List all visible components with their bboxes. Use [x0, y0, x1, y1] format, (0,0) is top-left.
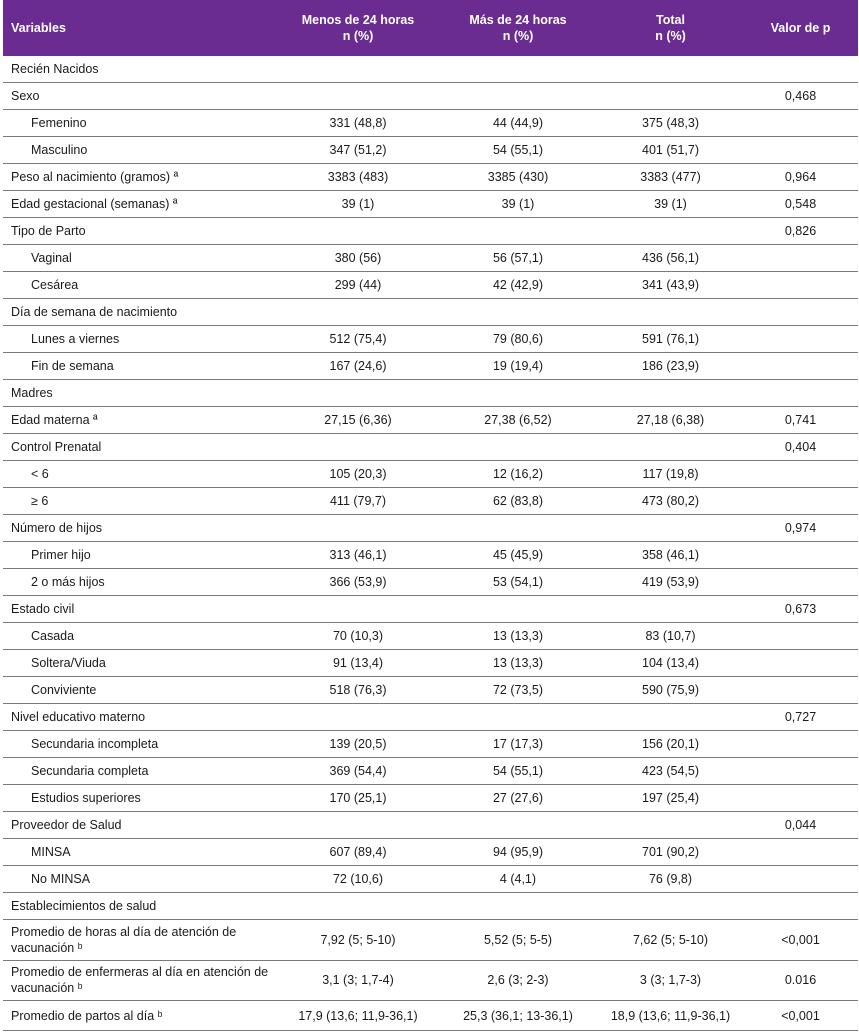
- cell-less-24h: 411 (79,7): [278, 488, 438, 515]
- row-label: Edad materna ª: [3, 407, 278, 434]
- row-label: Edad gestacional (semanas) ª: [3, 191, 278, 218]
- table-row: [3, 407, 858, 434]
- cell-more-24h: 56 (57,1): [438, 245, 598, 272]
- cell-more-24h: [438, 893, 598, 920]
- table-row: [3, 380, 858, 407]
- table-row: [3, 434, 858, 461]
- cell-less-24h: 72 (10,6): [278, 866, 438, 893]
- cell-less-24h: 347 (51,2): [278, 137, 438, 164]
- table-row: [3, 272, 858, 299]
- cell-total: [598, 218, 743, 245]
- table-row: [3, 1001, 858, 1031]
- header-row: [3, 0, 858, 56]
- cell-more-24h: 39 (1): [438, 191, 598, 218]
- table-row: [3, 488, 858, 515]
- cell-less-24h: [278, 812, 438, 839]
- cell-total: [598, 56, 743, 83]
- table-row: [3, 191, 858, 218]
- cell-less-24h: 299 (44): [278, 272, 438, 299]
- table-row: [3, 785, 858, 812]
- cell-more-24h: 54 (55,1): [438, 758, 598, 785]
- cell-pvalue: [743, 353, 858, 380]
- cell-total: 186 (23,9): [598, 353, 743, 380]
- table-row: [3, 326, 858, 353]
- cell-less-24h: 7,92 (5; 5-10): [278, 920, 438, 961]
- cell-total: [598, 812, 743, 839]
- header-less-24h: [278, 0, 438, 56]
- cell-pvalue: [743, 785, 858, 812]
- table-row: [3, 812, 858, 839]
- cell-less-24h: [278, 56, 438, 83]
- row-label: Promedio de partos al día ᵇ: [3, 1001, 278, 1031]
- row-label: Soltera/Viuda: [3, 650, 278, 677]
- cell-pvalue: 0,404: [743, 434, 858, 461]
- row-label: Masculino: [3, 137, 278, 164]
- cell-less-24h: 70 (10,3): [278, 623, 438, 650]
- cell-pvalue: [743, 299, 858, 326]
- cell-total: 83 (10,7): [598, 623, 743, 650]
- table-row: [3, 569, 858, 596]
- table-row: [3, 677, 858, 704]
- cell-total: 104 (13,4): [598, 650, 743, 677]
- table-row: [3, 960, 858, 1001]
- table-row: [3, 137, 858, 164]
- table-row: [3, 353, 858, 380]
- cell-less-24h: 366 (53,9): [278, 569, 438, 596]
- table-row: [3, 218, 858, 245]
- cell-more-24h: 72 (73,5): [438, 677, 598, 704]
- row-label: Secundaria completa: [3, 758, 278, 785]
- cell-more-24h: 13 (13,3): [438, 623, 598, 650]
- cell-pvalue: 0,044: [743, 812, 858, 839]
- table-row: [3, 839, 858, 866]
- cell-more-24h: 4 (4,1): [438, 866, 598, 893]
- row-label: MINSA: [3, 839, 278, 866]
- cell-more-24h: 13 (13,3): [438, 650, 598, 677]
- row-label: Estado civil: [3, 596, 278, 623]
- table-row: [3, 245, 858, 272]
- cell-pvalue: [743, 488, 858, 515]
- table-row: [3, 704, 858, 731]
- cell-total: [598, 434, 743, 461]
- row-label: ≥ 6: [3, 488, 278, 515]
- table-row: [3, 650, 858, 677]
- cell-total: 76 (9,8): [598, 866, 743, 893]
- cell-pvalue: 0,673: [743, 596, 858, 623]
- row-label: Sexo: [3, 83, 278, 110]
- header-less-24h-unit: n (%): [342, 29, 374, 43]
- cell-more-24h: 79 (80,6): [438, 326, 598, 353]
- row-label: Femenino: [3, 110, 278, 137]
- cell-total: 358 (46,1): [598, 542, 743, 569]
- cell-total: 375 (48,3): [598, 110, 743, 137]
- cell-less-24h: [278, 434, 438, 461]
- table-row: [3, 56, 858, 83]
- cell-more-24h: 17 (17,3): [438, 731, 598, 758]
- header-total-title: Total: [656, 13, 685, 27]
- cell-more-24h: 42 (42,9): [438, 272, 598, 299]
- cell-less-24h: 170 (25,1): [278, 785, 438, 812]
- cell-less-24h: [278, 704, 438, 731]
- cell-pvalue: 0,974: [743, 515, 858, 542]
- header-more-24h: [438, 0, 598, 56]
- cell-pvalue: [743, 731, 858, 758]
- row-label: Tipo de Parto: [3, 218, 278, 245]
- row-label: Número de hijos: [3, 515, 278, 542]
- cell-less-24h: [278, 515, 438, 542]
- row-label: Fin de semana: [3, 353, 278, 380]
- cell-less-24h: 331 (48,8): [278, 110, 438, 137]
- cell-total: 473 (80,2): [598, 488, 743, 515]
- row-label: Recién Nacidos: [3, 56, 278, 83]
- cell-more-24h: 19 (19,4): [438, 353, 598, 380]
- row-label: Primer hijo: [3, 542, 278, 569]
- cell-more-24h: 53 (54,1): [438, 569, 598, 596]
- table-row: [3, 866, 858, 893]
- cell-pvalue: [743, 272, 858, 299]
- cell-total: 701 (90,2): [598, 839, 743, 866]
- cell-less-24h: 39 (1): [278, 191, 438, 218]
- cell-pvalue: [743, 650, 858, 677]
- cell-pvalue: [743, 677, 858, 704]
- cell-pvalue: [743, 56, 858, 83]
- table-row: [3, 731, 858, 758]
- cell-more-24h: [438, 380, 598, 407]
- row-label: < 6: [3, 461, 278, 488]
- cell-pvalue: 0.016: [743, 960, 858, 1001]
- cell-total: 590 (75,9): [598, 677, 743, 704]
- cell-less-24h: 17,9 (13,6; 11,9-36,1): [278, 1001, 438, 1031]
- cell-more-24h: 12 (16,2): [438, 461, 598, 488]
- header-less-24h-title: Menos de 24 horas: [301, 13, 415, 27]
- cell-more-24h: [438, 218, 598, 245]
- row-label: Conviviente: [3, 677, 278, 704]
- table-row: [3, 596, 858, 623]
- table-row: [3, 461, 858, 488]
- cell-less-24h: [278, 893, 438, 920]
- cell-pvalue: [743, 569, 858, 596]
- row-label: Control Prenatal: [3, 434, 278, 461]
- cell-more-24h: 45 (45,9): [438, 542, 598, 569]
- cell-pvalue: 0,548: [743, 191, 858, 218]
- cell-more-24h: 94 (95,9): [438, 839, 598, 866]
- cell-less-24h: 3,1 (3; 1,7-4): [278, 960, 438, 1001]
- cell-more-24h: 2,6 (3; 2-3): [438, 960, 598, 1001]
- cell-more-24h: [438, 596, 598, 623]
- cell-pvalue: 0,964: [743, 164, 858, 191]
- table-row: [3, 623, 858, 650]
- row-label: No MINSA: [3, 866, 278, 893]
- cell-less-24h: 27,15 (6,36): [278, 407, 438, 434]
- row-label: Secundaria incompleta: [3, 731, 278, 758]
- cell-pvalue: 0,727: [743, 704, 858, 731]
- cell-pvalue: [743, 137, 858, 164]
- cell-more-24h: [438, 515, 598, 542]
- cell-total: [598, 704, 743, 731]
- cell-pvalue: [743, 866, 858, 893]
- row-label: Establecimientos de salud: [3, 893, 278, 920]
- cell-pvalue: [743, 380, 858, 407]
- cell-total: 197 (25,4): [598, 785, 743, 812]
- cell-less-24h: 105 (20,3): [278, 461, 438, 488]
- header-total: [598, 0, 743, 56]
- cell-pvalue: [743, 245, 858, 272]
- cell-pvalue: 0,741: [743, 407, 858, 434]
- cell-total: 401 (51,7): [598, 137, 743, 164]
- table-row: [3, 299, 858, 326]
- cell-more-24h: 54 (55,1): [438, 137, 598, 164]
- cell-pvalue: <0,001: [743, 920, 858, 961]
- cell-total: [598, 596, 743, 623]
- cell-less-24h: 607 (89,4): [278, 839, 438, 866]
- cell-more-24h: 44 (44,9): [438, 110, 598, 137]
- row-label: Peso al nacimiento (gramos) ª: [3, 164, 278, 191]
- row-label: Proveedor de Salud: [3, 812, 278, 839]
- row-label: Nivel educativo materno: [3, 704, 278, 731]
- cell-more-24h: [438, 83, 598, 110]
- cell-more-24h: 25,3 (36,1; 13-36,1): [438, 1001, 598, 1031]
- cell-less-24h: 167 (24,6): [278, 353, 438, 380]
- cell-total: 591 (76,1): [598, 326, 743, 353]
- cell-less-24h: [278, 83, 438, 110]
- cell-more-24h: [438, 812, 598, 839]
- cell-pvalue: <0,001: [743, 1001, 858, 1031]
- header-variables: Variables: [3, 0, 278, 56]
- cell-less-24h: [278, 218, 438, 245]
- cell-total: 156 (20,1): [598, 731, 743, 758]
- cell-less-24h: 518 (76,3): [278, 677, 438, 704]
- cell-total: [598, 299, 743, 326]
- cell-pvalue: [743, 542, 858, 569]
- cell-pvalue: 0,468: [743, 83, 858, 110]
- row-label: Estudios superiores: [3, 785, 278, 812]
- row-label: Día de semana de nacimiento: [3, 299, 278, 326]
- table-row: [3, 893, 858, 920]
- cell-total: 419 (53,9): [598, 569, 743, 596]
- cell-total: [598, 380, 743, 407]
- cell-total: [598, 83, 743, 110]
- row-label: Promedio de enfermeras al día en atención de vacunación ᵇ: [3, 960, 278, 1001]
- cell-more-24h: [438, 434, 598, 461]
- cell-total: 18,9 (13,6; 11,9-36,1): [598, 1001, 743, 1031]
- header-pvalue: Valor de p: [743, 0, 858, 56]
- cell-less-24h: [278, 380, 438, 407]
- cell-total: 27,18 (6,38): [598, 407, 743, 434]
- header-total-unit: n (%): [655, 29, 686, 43]
- cell-pvalue: [743, 839, 858, 866]
- header-more-24h-title: Más de 24 horas: [469, 13, 567, 27]
- cell-pvalue: [743, 326, 858, 353]
- table-row: [3, 920, 858, 961]
- cell-total: 3383 (477): [598, 164, 743, 191]
- data-table: [3, 0, 858, 1031]
- cell-more-24h: 27 (27,6): [438, 785, 598, 812]
- cell-less-24h: [278, 596, 438, 623]
- cell-less-24h: 313 (46,1): [278, 542, 438, 569]
- cell-less-24h: 3383 (483): [278, 164, 438, 191]
- cell-pvalue: [743, 623, 858, 650]
- cell-less-24h: 512 (75,4): [278, 326, 438, 353]
- table-header: [3, 0, 858, 56]
- cell-less-24h: 139 (20,5): [278, 731, 438, 758]
- cell-less-24h: [278, 299, 438, 326]
- cell-less-24h: 380 (56): [278, 245, 438, 272]
- table-body: [3, 56, 858, 1031]
- cell-less-24h: 91 (13,4): [278, 650, 438, 677]
- cell-more-24h: 5,52 (5; 5-5): [438, 920, 598, 961]
- row-label: 2 o más hijos: [3, 569, 278, 596]
- row-label: Vaginal: [3, 245, 278, 272]
- cell-total: 436 (56,1): [598, 245, 743, 272]
- cell-total: [598, 893, 743, 920]
- cell-pvalue: [743, 461, 858, 488]
- table-row: [3, 110, 858, 137]
- table-row: [3, 515, 858, 542]
- cell-pvalue: [743, 893, 858, 920]
- cell-more-24h: [438, 56, 598, 83]
- cell-total: 423 (54,5): [598, 758, 743, 785]
- cell-more-24h: [438, 704, 598, 731]
- cell-pvalue: [743, 110, 858, 137]
- cell-total: 39 (1): [598, 191, 743, 218]
- cell-more-24h: 3385 (430): [438, 164, 598, 191]
- cell-more-24h: 27,38 (6,52): [438, 407, 598, 434]
- cell-pvalue: [743, 758, 858, 785]
- row-label: Cesárea: [3, 272, 278, 299]
- table-row: [3, 542, 858, 569]
- cell-total: [598, 515, 743, 542]
- cell-total: 3 (3; 1,7-3): [598, 960, 743, 1001]
- table-row: [3, 164, 858, 191]
- table-row: [3, 758, 858, 785]
- row-label: Lunes a viernes: [3, 326, 278, 353]
- cell-pvalue: 0,826: [743, 218, 858, 245]
- row-label: Madres: [3, 380, 278, 407]
- cell-total: 341 (43,9): [598, 272, 743, 299]
- row-label: Promedio de horas al día de atención de vacunación ᵇ: [3, 920, 278, 961]
- cell-more-24h: [438, 299, 598, 326]
- cell-more-24h: 62 (83,8): [438, 488, 598, 515]
- header-more-24h-unit: n (%): [502, 29, 534, 43]
- cell-total: 117 (19,8): [598, 461, 743, 488]
- cell-total: 7,62 (5; 5-10): [598, 920, 743, 961]
- cell-less-24h: 369 (54,4): [278, 758, 438, 785]
- table-row: [3, 83, 858, 110]
- row-label: Casada: [3, 623, 278, 650]
